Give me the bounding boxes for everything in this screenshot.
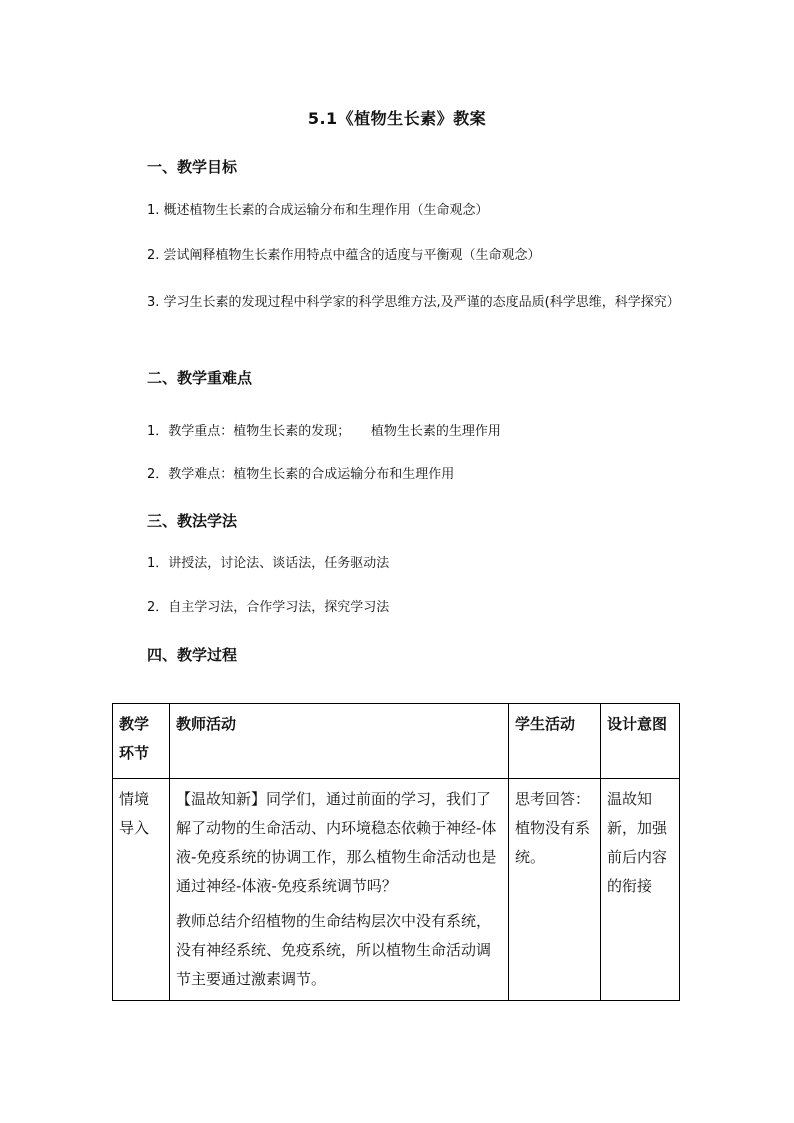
teacher-activity-paragraph-2: 教师总结介绍植物的生命结构层次中没有系统，没有神经系统、免疫系统，所以植物生命活动调节主要通过激素调节。 bbox=[176, 912, 492, 988]
header-teacher-activity: 教师活动 bbox=[170, 704, 509, 779]
method-item-1: 1．讲授法，讨论法、谈话法，任务驱动法 bbox=[147, 556, 390, 571]
header-student-activity: 学生活动 bbox=[509, 704, 601, 779]
cell-stage: 情境导入 bbox=[113, 779, 170, 1001]
header-stage: 教学环节 bbox=[113, 704, 170, 779]
table-row bbox=[113, 779, 680, 1001]
document-title: 5.1《植物生长素》教案 bbox=[307, 109, 487, 128]
section-heading-key-points: 二、教学重难点 bbox=[147, 369, 253, 387]
goal-item-3: 3. 学习生长素的发现过程中科学家的科学思维方法,及严谨的态度品质(科学思维，科学探究） bbox=[147, 295, 680, 310]
lesson-process-table bbox=[112, 703, 680, 1001]
section-heading-methods: 三、教法学法 bbox=[147, 512, 238, 530]
key-point-item-2: 2．教学难点：植物生长素的合成运输分布和生理作用 bbox=[147, 467, 455, 482]
cell-student-activity: 思考回答：植物没有系统。 bbox=[509, 779, 601, 1001]
section-heading-process: 四、教学过程 bbox=[147, 646, 238, 664]
cell-teacher-activity bbox=[170, 779, 509, 1001]
teacher-activity-paragraph-1: 【温故知新】同学们，通过前面的学习，我们了解了动物的生命活动、内环境稳态依赖于神经-体液-免疫系统的协调工作，那么植物生命活动也是通过神经-体液-免疫系统调节吗？ bbox=[176, 790, 497, 895]
section-heading-goals: 一、教学目标 bbox=[147, 158, 238, 176]
goal-item-1: 1. 概述植物生长素的合成运输分布和生理作用（生命观念） bbox=[147, 203, 489, 218]
key-point-item-1: 1．教学重点：植物生长素的发现； 植物生长素的生理作用 bbox=[147, 424, 501, 439]
method-item-2: 2．自主学习法，合作学习法，探究学习法 bbox=[147, 600, 390, 615]
header-design-intent: 设计意图 bbox=[601, 704, 680, 779]
cell-design-intent: 温故知新，加强前后内容的衔接 bbox=[601, 779, 680, 1001]
goal-item-2: 2. 尝试阐释植物生长素作用特点中蕴含的适度与平衡观（生命观念） bbox=[147, 248, 541, 263]
table-header-row bbox=[113, 704, 680, 779]
